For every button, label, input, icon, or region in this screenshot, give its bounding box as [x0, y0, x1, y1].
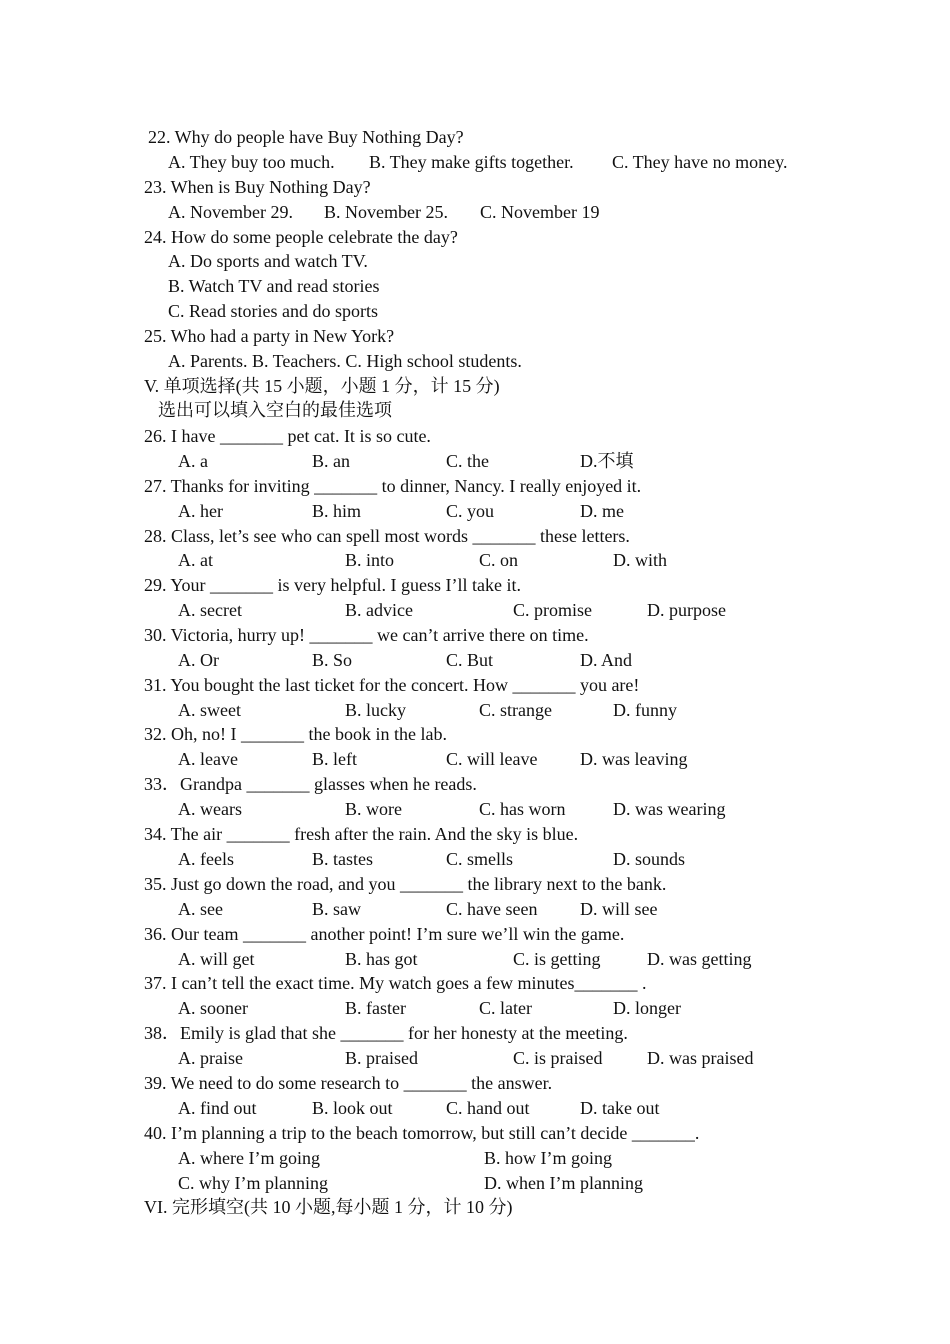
option-line	[0, 249, 368, 273]
option-line	[0, 274, 380, 298]
option: A. Do sports and watch TV.	[168, 251, 368, 271]
options-row	[0, 797, 726, 821]
option: C. But	[446, 650, 494, 670]
question-36	[0, 922, 625, 946]
options-row	[0, 349, 522, 373]
question-35	[0, 872, 667, 896]
option-line	[0, 299, 378, 323]
option: C. you	[446, 501, 495, 521]
section-heading: VI. 完形填空(共 10 小题,每小题 1 分，计 10 分)	[144, 1197, 513, 1217]
options-row	[0, 698, 677, 722]
options-row	[0, 150, 788, 174]
option: D. was leaving	[580, 749, 688, 769]
option: C. strange	[479, 700, 552, 720]
option: C. on	[479, 550, 519, 570]
option: C. has worn	[479, 799, 566, 819]
option: A. sweet	[178, 700, 241, 720]
option: C. is praised	[513, 1048, 603, 1068]
question-24	[0, 225, 458, 249]
option: A. feels	[178, 849, 234, 869]
option: A. wears	[178, 799, 242, 819]
question-stem: 37. I can’t tell the exact time. My watch goes a few minutes_______ .	[144, 973, 647, 993]
option: C. the	[446, 451, 489, 471]
option: A. November 29.	[168, 202, 293, 222]
option: A. will get	[178, 949, 255, 969]
option: A. praise	[178, 1048, 243, 1068]
option: C. hand out	[446, 1098, 530, 1118]
option: B. They make gifts together.	[369, 152, 574, 172]
options-row	[0, 847, 686, 871]
section-6-heading	[0, 1195, 513, 1219]
option: A. Parents. B. Teachers. C. High school students.	[168, 351, 522, 371]
question-27	[0, 474, 642, 498]
options-row	[0, 200, 600, 224]
option: B. Watch TV and read stories	[168, 276, 380, 296]
question-stem: 24. How do some people celebrate the day?	[144, 227, 458, 247]
option: A. leave	[178, 749, 238, 769]
option: C. They have no money.	[612, 152, 788, 172]
option: A. see	[178, 899, 223, 919]
question-39	[0, 1071, 553, 1095]
options-row	[0, 449, 634, 473]
option: D. when I’m planning	[484, 1173, 643, 1193]
option: C. later	[479, 998, 532, 1018]
option: D. take out	[580, 1098, 660, 1118]
question-stem: 39. We need to do some research to _______ the answer.	[144, 1073, 553, 1093]
option: C. why I’m planning	[178, 1173, 328, 1193]
question-29	[0, 573, 521, 597]
options-row	[0, 996, 681, 1020]
section-5-instruction	[0, 398, 392, 422]
question-40	[0, 1121, 700, 1145]
option: C. will leave	[446, 749, 538, 769]
question-30	[0, 623, 589, 647]
question-stem: 28. Class, let’s see who can spell most words _______ these letters.	[144, 526, 630, 546]
option: A. find out	[178, 1098, 257, 1118]
option: A. a	[178, 451, 208, 471]
option: B. him	[312, 501, 362, 521]
section-heading: V. 单项选择(共 15 小题，小题 1 分，计 15 分)	[144, 376, 500, 396]
options-row	[0, 947, 752, 971]
option: D. was wearing	[613, 799, 726, 819]
option: D. longer	[613, 998, 681, 1018]
option: D. will see	[580, 899, 658, 919]
option: D. me	[580, 501, 624, 521]
question-26	[0, 424, 431, 448]
question-stem: 23. When is Buy Nothing Day?	[144, 177, 371, 197]
option: B. wore	[345, 799, 402, 819]
question-34	[0, 822, 579, 846]
option: A. Or	[178, 650, 219, 670]
option: C. November 19	[480, 202, 600, 222]
question-stem: 30. Victoria, hurry up! _______ we can’t arrive there on time.	[144, 625, 589, 645]
question-25	[0, 324, 395, 348]
option: C. is getting	[513, 949, 601, 969]
question-32	[0, 722, 447, 746]
question-stem: 40. I’m planning a trip to the beach tomorrow, but still can’t decide _______.	[144, 1123, 700, 1143]
option: B. how I’m going	[484, 1148, 612, 1168]
question-stem: 22. Why do people have Buy Nothing Day?	[148, 127, 464, 147]
option: B. lucky	[345, 700, 406, 720]
section-instruction: 选出可以填入空白的最佳选项	[158, 400, 392, 420]
option: D. sounds	[613, 849, 686, 869]
question-28	[0, 524, 630, 548]
question-23	[0, 175, 371, 199]
option: C. promise	[513, 600, 592, 620]
section-5-heading	[0, 374, 500, 398]
option: D.不填	[580, 451, 634, 471]
options-row	[0, 548, 667, 572]
question-stem: 25. Who had a party in New York?	[144, 326, 395, 346]
question-stem: 36. Our team _______ another point! I’m sure we’ll win the game.	[144, 924, 625, 944]
options-row	[0, 1046, 754, 1070]
question-22	[0, 125, 464, 149]
options-row	[0, 1096, 660, 1120]
question-stem: 26. I have _______ pet cat. It is so cute.	[144, 426, 431, 446]
question-31	[0, 673, 640, 697]
question-38	[0, 1021, 628, 1045]
option: C. Read stories and do sports	[168, 301, 378, 321]
option: B. faster	[345, 998, 406, 1018]
option: B. So	[312, 650, 353, 670]
option: D. was getting	[647, 949, 752, 969]
question-stem: 33．Grandpa _______ glasses when he reads.	[144, 774, 477, 794]
option: B. an	[312, 451, 350, 471]
question-33	[0, 772, 477, 796]
options-row	[0, 648, 633, 672]
option: B. has got	[345, 949, 418, 969]
question-stem: 29. Your _______ is very helpful. I guess I’ll take it.	[144, 575, 521, 595]
options-row	[0, 897, 658, 921]
question-37	[0, 971, 647, 995]
option: B. saw	[312, 899, 361, 919]
option: B. praised	[345, 1048, 418, 1068]
options-row	[0, 1171, 643, 1195]
option: B. look out	[312, 1098, 393, 1118]
option: B. left	[312, 749, 357, 769]
option: A. secret	[178, 600, 242, 620]
option: A. at	[178, 550, 213, 570]
options-row	[0, 747, 688, 771]
options-row	[0, 598, 726, 622]
option: B. into	[345, 550, 395, 570]
question-stem: 38．Emily is glad that she _______ for her honesty at the meeting.	[144, 1023, 628, 1043]
question-stem: 32. Oh, no! I _______ the book in the lab.	[144, 724, 447, 744]
question-stem: 35. Just go down the road, and you _______ the library next to the bank.	[144, 874, 667, 894]
option: A. sooner	[178, 998, 248, 1018]
option: B. November 25.	[324, 202, 448, 222]
option: D. purpose	[647, 600, 726, 620]
option: A. her	[178, 501, 223, 521]
option: C. smells	[446, 849, 514, 869]
option: D. was praised	[647, 1048, 754, 1068]
question-stem: 31. You bought the last ticket for the concert. How _______ you are!	[144, 675, 640, 695]
option: D. with	[613, 550, 667, 570]
option: D. And	[580, 650, 633, 670]
option: B. advice	[345, 600, 413, 620]
options-row	[0, 1146, 612, 1170]
question-stem: 34. The air _______ fresh after the rain. And the sky is blue.	[144, 824, 579, 844]
option: B. tastes	[312, 849, 373, 869]
option: D. funny	[613, 700, 677, 720]
question-stem: 27. Thanks for inviting _______ to dinner, Nancy. I really enjoyed it.	[144, 476, 642, 496]
option: A. They buy too much.	[168, 152, 335, 172]
option: A. where I’m going	[178, 1148, 320, 1168]
options-row	[0, 499, 624, 523]
option: C. have seen	[446, 899, 538, 919]
